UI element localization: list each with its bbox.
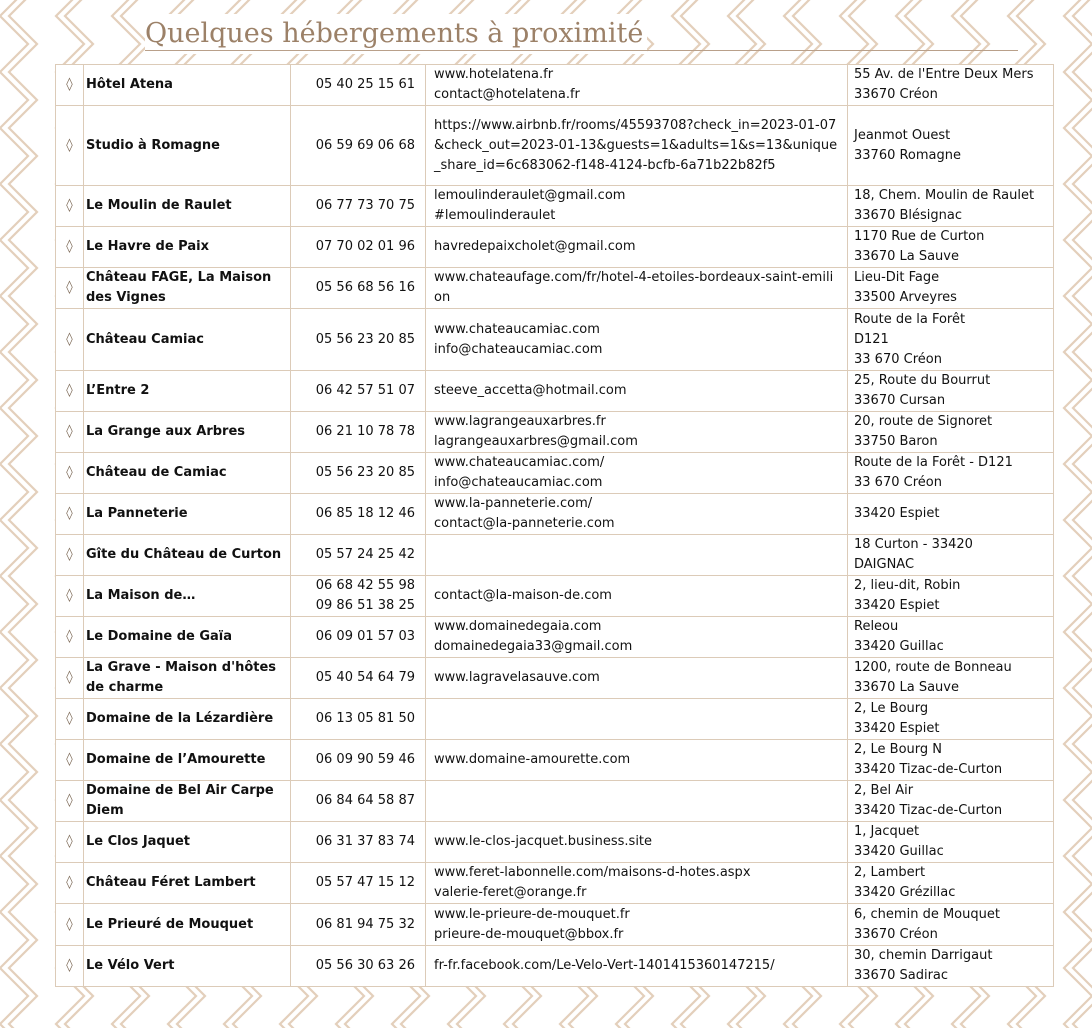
diamond-outline-icon: ◊ — [56, 494, 84, 535]
contact-info[interactable]: www.feret-labonnelle.com/maisons-d-hotes.aspx valerie-feret@orange.fr — [426, 863, 848, 904]
phone-number: 06 09 01 57 03 — [291, 617, 426, 658]
address: 30, chemin Darrigaut 33670 Sadirac — [848, 946, 1054, 987]
address: Route de la Forêt - D121 33 670 Créon — [848, 453, 1054, 494]
address: Lieu-Dit Fage 33500 Arveyres — [848, 268, 1054, 309]
table-row — [56, 106, 1054, 186]
diamond-outline-icon: ◊ — [56, 227, 84, 268]
contact-info — [426, 781, 848, 822]
diamond-outline-icon: ◊ — [56, 309, 84, 371]
contact-info[interactable]: www.lagrangeauxarbres.fr lagrangeauxarbres@gmail.com — [426, 412, 848, 453]
diamond-outline-icon: ◊ — [56, 186, 84, 227]
phone-number: 05 56 23 20 85 — [291, 453, 426, 494]
address: 55 Av. de l'Entre Deux Mers 33670 Créon — [848, 65, 1054, 106]
phone-number: 06 77 73 70 75 — [291, 186, 426, 227]
table-row — [56, 65, 1054, 106]
accommodation-name: La Grange aux Arbres — [84, 412, 291, 453]
accommodation-name: Le Prieuré de Mouquet — [84, 904, 291, 946]
accommodation-name: Domaine de l’Amourette — [84, 740, 291, 781]
contact-info[interactable]: lemoulinderaulet@gmail.com #lemoulinderaulet — [426, 186, 848, 227]
diamond-outline-icon: ◊ — [56, 412, 84, 453]
accommodation-name: La Maison de… — [84, 576, 291, 617]
address: 33420 Espiet — [848, 494, 1054, 535]
diamond-outline-icon: ◊ — [56, 576, 84, 617]
phone-number: 06 31 37 83 74 — [291, 822, 426, 863]
accommodation-name: Le Moulin de Raulet — [84, 186, 291, 227]
phone-number: 06 59 69 06 68 — [291, 106, 426, 186]
table-row — [56, 781, 1054, 822]
diamond-outline-icon: ◊ — [56, 699, 84, 740]
phone-number: 05 57 47 15 12 — [291, 863, 426, 904]
accommodation-name: Studio à Romagne — [84, 106, 291, 186]
address: Route de la Forêt D121 33 670 Créon — [848, 309, 1054, 371]
contact-info — [426, 535, 848, 576]
address: 20, route de Signoret 33750 Baron — [848, 412, 1054, 453]
contact-info[interactable]: www.le-clos-jacquet.business.site — [426, 822, 848, 863]
address: 1170 Rue de Curton 33670 La Sauve — [848, 227, 1054, 268]
contact-info[interactable]: www.lagravelasauve.com — [426, 658, 848, 699]
phone-number: 05 40 25 15 61 — [291, 65, 426, 106]
table-row — [56, 740, 1054, 781]
accommodation-name: Domaine de Bel Air Carpe Diem — [84, 781, 291, 822]
accommodation-name: La Panneterie — [84, 494, 291, 535]
address: 2, Le Bourg N 33420 Tizac-de-Curton — [848, 740, 1054, 781]
diamond-outline-icon: ◊ — [56, 268, 84, 309]
address: 2, lieu-dit, Robin 33420 Espiet — [848, 576, 1054, 617]
accommodation-name: Château Camiac — [84, 309, 291, 371]
contact-info[interactable]: www.le-prieure-de-mouquet.fr prieure-de-mouquet@bbox.fr — [426, 904, 848, 946]
table-row — [56, 946, 1054, 987]
contact-info — [426, 699, 848, 740]
phone-number: 07 70 02 01 96 — [291, 227, 426, 268]
diamond-outline-icon: ◊ — [56, 822, 84, 863]
address: 18 Curton - 33420 DAIGNAC — [848, 535, 1054, 576]
contact-info[interactable]: www.domainedegaia.com domainedegaia33@gmail.com — [426, 617, 848, 658]
accommodation-table — [55, 64, 1054, 987]
diamond-outline-icon: ◊ — [56, 863, 84, 904]
accommodation-name: Gîte du Château de Curton — [84, 535, 291, 576]
table-row — [56, 371, 1054, 412]
page-title: Quelques hébergements à proximité — [145, 14, 647, 54]
accommodation-name: Hôtel Atena — [84, 65, 291, 106]
address: 2, Lambert 33420 Grézillac — [848, 863, 1054, 904]
contact-info[interactable]: contact@la-maison-de.com — [426, 576, 848, 617]
accommodation-name: Domaine de la Lézardière — [84, 699, 291, 740]
phone-number: 05 57 24 25 42 — [291, 535, 426, 576]
address: 18, Chem. Moulin de Raulet 33670 Blésignac — [848, 186, 1054, 227]
diamond-outline-icon: ◊ — [56, 617, 84, 658]
phone-number: 06 84 64 58 87 — [291, 781, 426, 822]
phone-number: 05 56 68 56 16 — [291, 268, 426, 309]
phone-number: 06 21 10 78 78 — [291, 412, 426, 453]
accommodation-table-body — [56, 65, 1054, 987]
table-row — [56, 863, 1054, 904]
table-row — [56, 309, 1054, 371]
table-row — [56, 699, 1054, 740]
table-row — [56, 227, 1054, 268]
table-row — [56, 658, 1054, 699]
phone-number: 06 13 05 81 50 — [291, 699, 426, 740]
phone-number: 06 68 42 55 98 09 86 51 38 25 — [291, 576, 426, 617]
accommodation-table-container — [55, 64, 1054, 987]
title-underline — [145, 50, 1018, 51]
diamond-outline-icon: ◊ — [56, 904, 84, 946]
accommodation-name: Le Domaine de Gaïa — [84, 617, 291, 658]
table-row — [56, 576, 1054, 617]
table-row — [56, 535, 1054, 576]
contact-info[interactable]: steeve_accetta@hotmail.com — [426, 371, 848, 412]
accommodation-name: Château Féret Lambert — [84, 863, 291, 904]
table-row — [56, 186, 1054, 227]
address: 2, Bel Air 33420 Tizac-de-Curton — [848, 781, 1054, 822]
phone-number: 05 56 30 63 26 — [291, 946, 426, 987]
contact-info[interactable]: www.chateaufage.com/fr/hotel-4-etoiles-bordeaux-saint-emilion — [426, 268, 848, 309]
table-row — [56, 904, 1054, 946]
address: Releou 33420 Guillac — [848, 617, 1054, 658]
table-row — [56, 412, 1054, 453]
contact-info[interactable]: www.chateaucamiac.com info@chateaucamiac.com — [426, 309, 848, 371]
accommodation-name: Le Havre de Paix — [84, 227, 291, 268]
table-row — [56, 453, 1054, 494]
phone-number: 05 40 54 64 79 — [291, 658, 426, 699]
phone-number: 06 42 57 51 07 — [291, 371, 426, 412]
diamond-outline-icon: ◊ — [56, 371, 84, 412]
accommodation-name: Le Clos Jaquet — [84, 822, 291, 863]
contact-info[interactable]: www.chateaucamiac.com/ info@chateaucamiac.com — [426, 453, 848, 494]
table-row — [56, 822, 1054, 863]
chevron-stripe — [9, 0, 37, 1028]
diamond-outline-icon: ◊ — [56, 740, 84, 781]
phone-number: 06 81 94 75 32 — [291, 904, 426, 946]
contact-info[interactable]: https://www.airbnb.fr/rooms/45593708?check_in=2023-01-07&check_out=2023-01-13&guests=1&adults=1&s=13&unique_share_id=6c683062-f148-4124-bcfb-6a71b22b82f5 — [426, 106, 848, 186]
address: 1200, route de Bonneau 33670 La Sauve — [848, 658, 1054, 699]
accommodation-name: L’Entre 2 — [84, 371, 291, 412]
accommodation-name: Le Vélo Vert — [84, 946, 291, 987]
diamond-outline-icon: ◊ — [56, 535, 84, 576]
address: Jeanmot Ouest 33760 Romagne — [848, 106, 1054, 186]
accommodation-name: Château FAGE, La Maison des Vignes — [84, 268, 291, 309]
address: 2, Le Bourg 33420 Espiet — [848, 699, 1054, 740]
contact-info[interactable]: www.hotelatena.fr contact@hotelatena.fr — [426, 65, 848, 106]
diamond-outline-icon: ◊ — [56, 658, 84, 699]
contact-info[interactable]: fr-fr.facebook.com/Le-Velo-Vert-1401415360147215/ — [426, 946, 848, 987]
table-row — [56, 617, 1054, 658]
table-row — [56, 494, 1054, 535]
contact-info[interactable]: www.la-panneterie.com/ contact@la-panneterie.com — [426, 494, 848, 535]
address: 1, Jacquet 33420 Guillac — [848, 822, 1054, 863]
diamond-outline-icon: ◊ — [56, 65, 84, 106]
diamond-outline-icon: ◊ — [56, 106, 84, 186]
diamond-outline-icon: ◊ — [56, 946, 84, 987]
phone-number: 06 85 18 12 46 — [291, 494, 426, 535]
diamond-outline-icon: ◊ — [56, 453, 84, 494]
phone-number: 06 09 90 59 46 — [291, 740, 426, 781]
diamond-outline-icon: ◊ — [56, 781, 84, 822]
accommodation-name: Château de Camiac — [84, 453, 291, 494]
contact-info[interactable]: havredepaixcholet@gmail.com — [426, 227, 848, 268]
address: 25, Route du Bourrut 33670 Cursan — [848, 371, 1054, 412]
contact-info[interactable]: www.domaine-amourette.com — [426, 740, 848, 781]
accommodation-name: La Grave - Maison d'hôtes de charme — [84, 658, 291, 699]
address: 6, chemin de Mouquet 33670 Créon — [848, 904, 1054, 946]
table-row — [56, 268, 1054, 309]
phone-number: 05 56 23 20 85 — [291, 309, 426, 371]
